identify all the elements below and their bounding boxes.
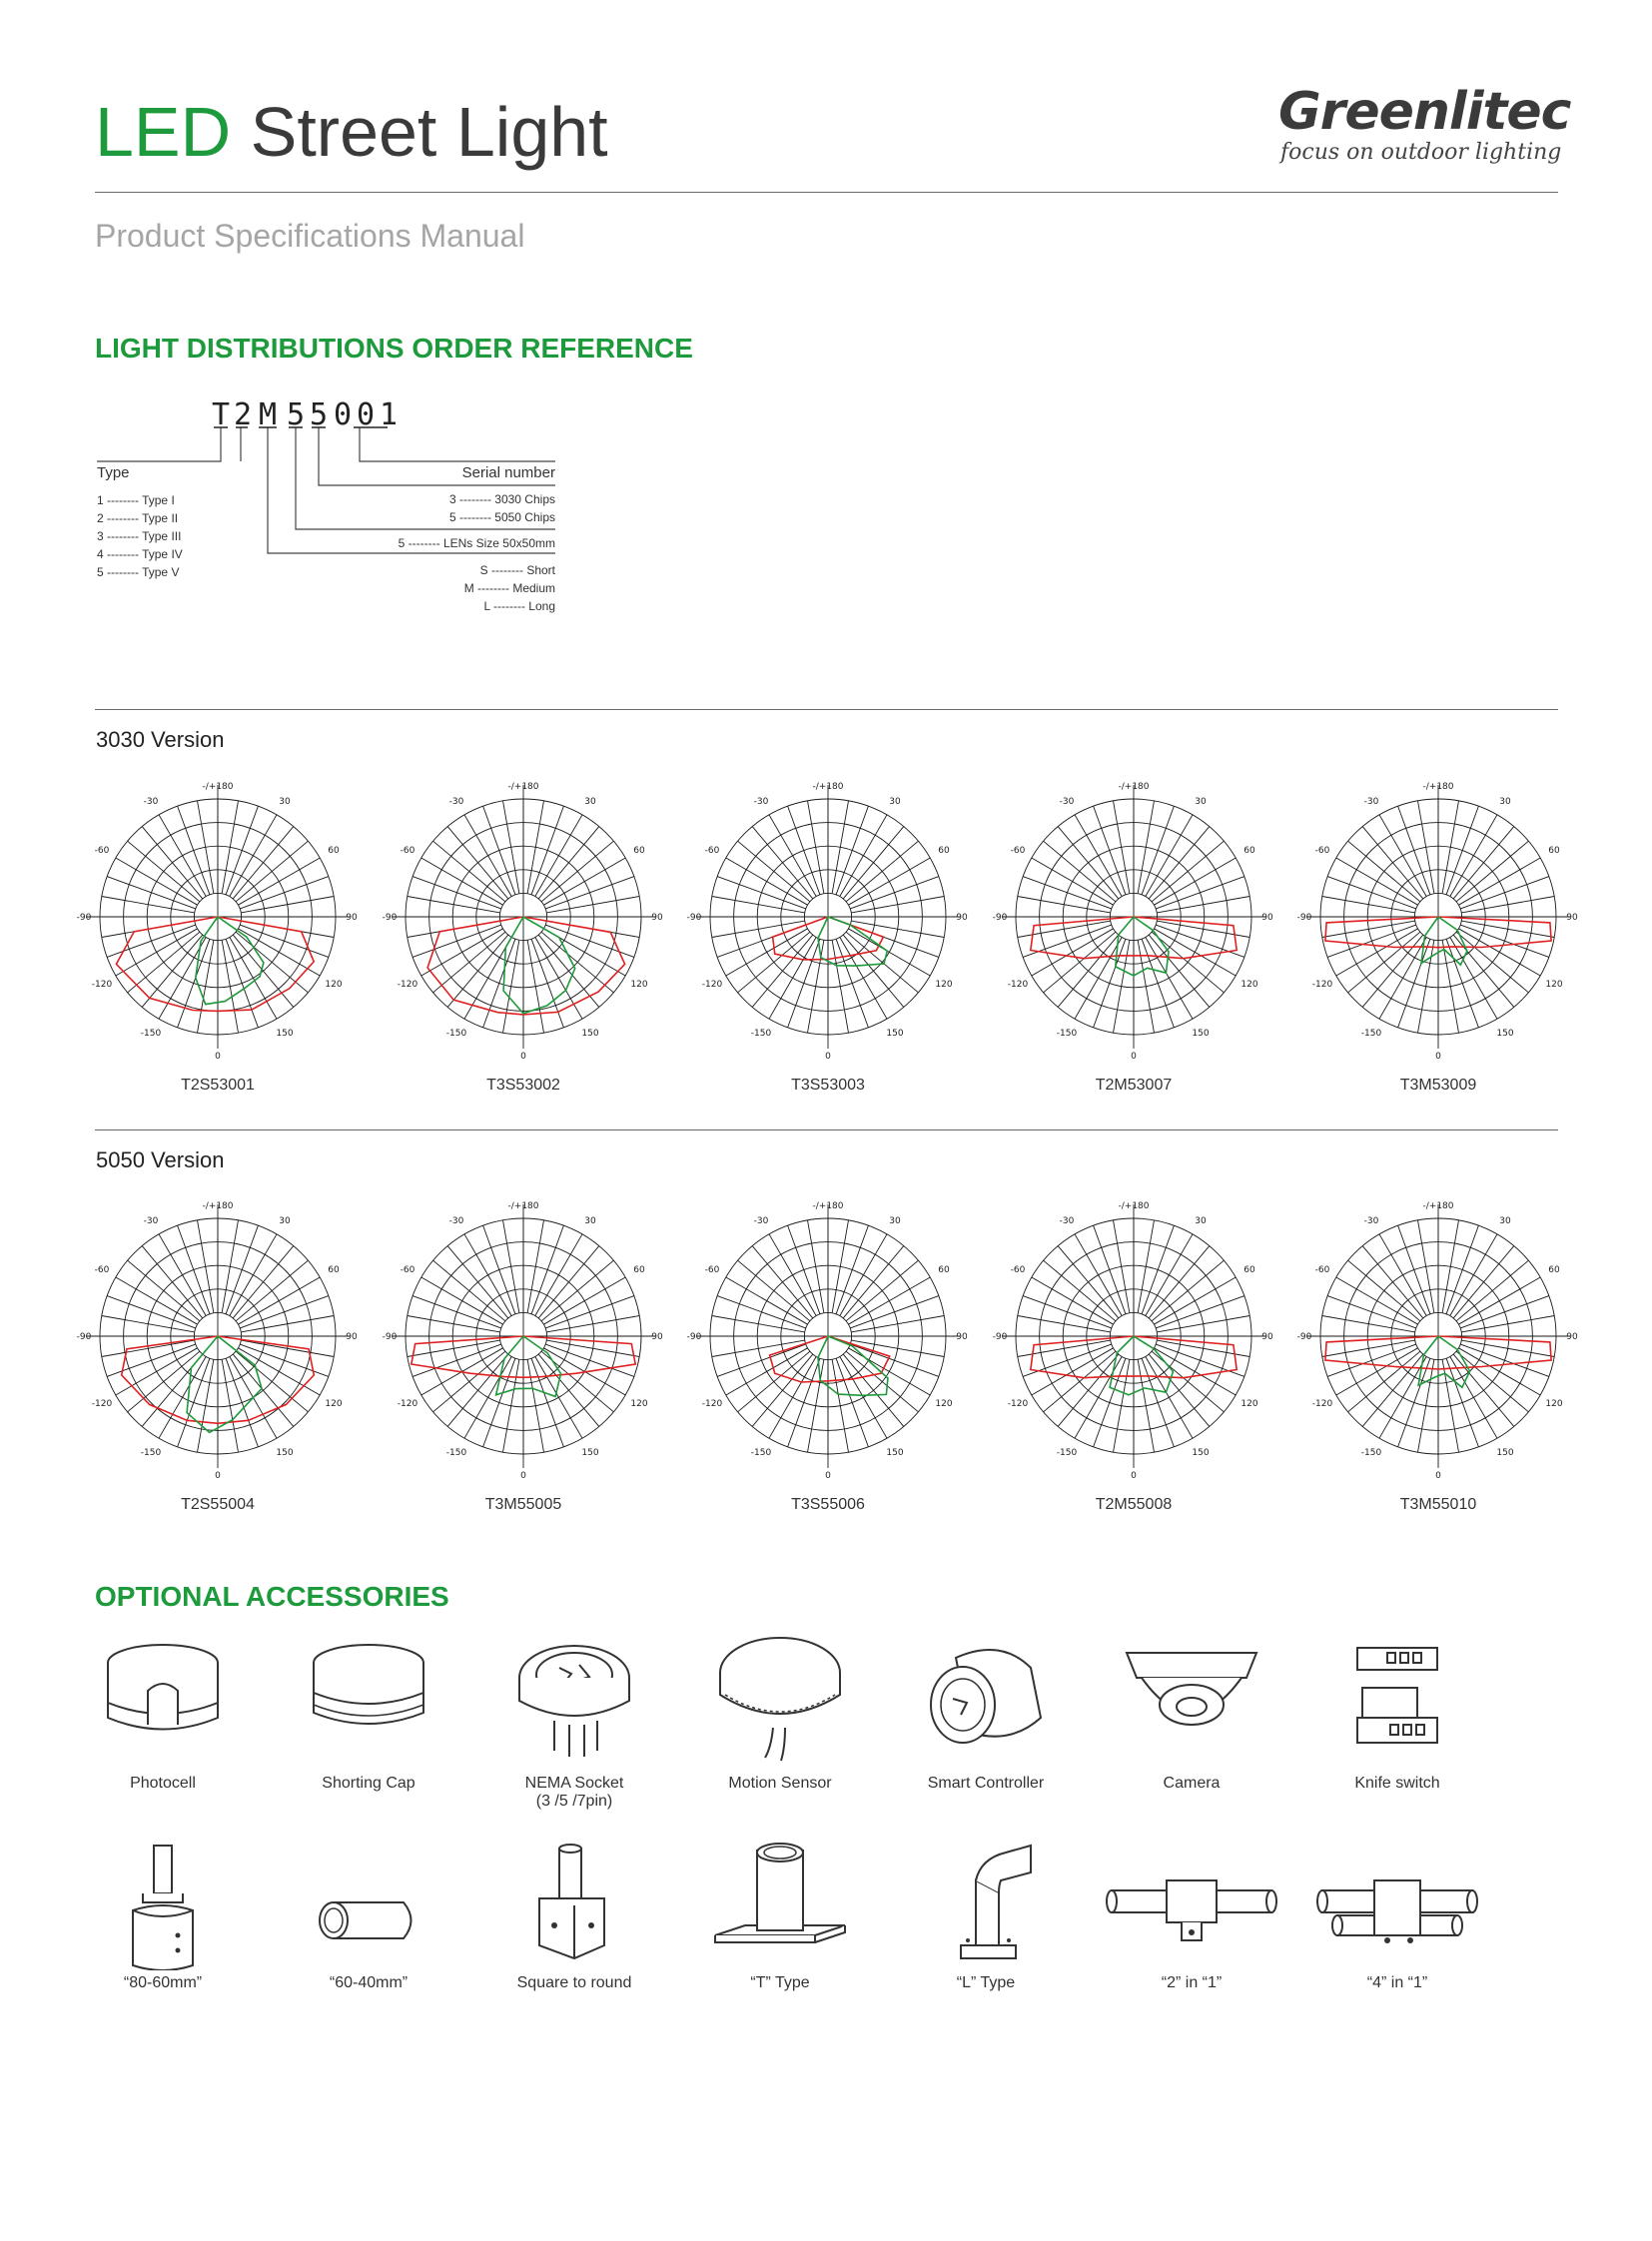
polar-axis-label: -/+180 (812, 782, 844, 792)
polar-axis-label: 120 (935, 1399, 953, 1409)
lens-size-item: 5 -------- LENs Size 50x50mm (398, 536, 555, 550)
polar-axis-label: 90 (346, 913, 358, 923)
shorting-cap-icon (274, 1633, 463, 1763)
polar-axis-label: 150 (1496, 1448, 1514, 1458)
chip-list (360, 490, 555, 526)
polar-axis-label: 30 (889, 797, 901, 807)
two-in-one-bracket-icon (1097, 1841, 1286, 1970)
polar-axis-label: 60 (1548, 1265, 1560, 1275)
accessory-item (1097, 1633, 1286, 1793)
order-code-char: 5 (286, 397, 306, 432)
polar-axis-label: -150 (445, 1029, 467, 1039)
type-list (97, 491, 183, 581)
accessory-label: “2” in “1” (1161, 1974, 1223, 1991)
polar-axis-label: 150 (1192, 1029, 1210, 1039)
polar-diagram-label: T3M55010 (1399, 1496, 1477, 1513)
polar-axis-label: -90 (76, 913, 92, 923)
polar-axis-label: 120 (1240, 1399, 1258, 1409)
polar-axis-label: -150 (140, 1029, 162, 1039)
order-code-char: T (211, 397, 231, 432)
polar-axis-label: 150 (886, 1448, 904, 1458)
polar-axis-label: -90 (1296, 1332, 1312, 1342)
polar-axis-label: -/+180 (202, 782, 234, 792)
polar-axis-label: 150 (581, 1029, 599, 1039)
polar-axis-label: -60 (1010, 1265, 1026, 1275)
accessory-label-detail: (3 /5 /7pin) (535, 1793, 613, 1810)
polar-axis-label: -90 (992, 913, 1008, 923)
polar-axis-label: 30 (279, 797, 291, 807)
four-in-one-bracket-icon (1302, 1841, 1492, 1970)
polar-axis-label: -/+180 (507, 1201, 539, 1211)
polar-axis-label: -60 (94, 846, 110, 856)
polar-axis-label: 0 (1435, 1052, 1441, 1062)
list-item: S -------- Short (479, 563, 555, 577)
polar-axis-label: -30 (143, 797, 159, 807)
polar-axis-label: -30 (1363, 1216, 1379, 1226)
order-code-char: 0 (333, 397, 353, 432)
polar-axis-label: 90 (1566, 913, 1578, 923)
order-code-char: M (258, 397, 278, 432)
polar-axis-label: -120 (1007, 1399, 1029, 1409)
polar-axis-label: -30 (1059, 1216, 1075, 1226)
t-type-bracket-icon (685, 1841, 875, 1970)
accessory-item (891, 1633, 1081, 1793)
red-distribution-curve (427, 917, 624, 1015)
polar-diagram (1288, 767, 1588, 1067)
polar-axis-label: -/+180 (507, 782, 539, 792)
polar-axis-label: 30 (889, 1216, 901, 1226)
logo-word: Greenlitec (1278, 82, 1571, 142)
polar-diagram-label: T3S55006 (791, 1496, 865, 1513)
polar-axis-label: 0 (215, 1471, 221, 1481)
polar-axis-label: 90 (1261, 913, 1273, 923)
accessory-label: “4” in “1” (1366, 1974, 1428, 1991)
polar-axis-label: -90 (76, 1332, 92, 1342)
order-code-char: 2 (233, 397, 253, 432)
polar-axis-label: 90 (651, 913, 663, 923)
polar-diagram-label: T2S55004 (181, 1496, 255, 1513)
accessory-item (479, 1841, 669, 1992)
polar-axis-label: -90 (686, 913, 702, 923)
polar-axis-label: 60 (938, 846, 950, 856)
polar-axis-label: -/+180 (202, 1201, 234, 1211)
list-item: M -------- Medium (463, 581, 555, 595)
accessory-label: Shorting Cap (322, 1775, 415, 1792)
polar-axis-label: -150 (1360, 1448, 1382, 1458)
polar-axis-label: -150 (140, 1448, 162, 1458)
polar-axis-label: -30 (1363, 797, 1379, 807)
list-item: 2 -------- Type II (97, 511, 179, 525)
list-item: 5 -------- Type V (97, 565, 180, 579)
polar-axis-label: 60 (938, 1265, 950, 1275)
polar-axis-label: 150 (886, 1029, 904, 1039)
polar-diagram (68, 767, 368, 1067)
accessory-item (479, 1633, 669, 1811)
accessory-item (1302, 1841, 1492, 1992)
polar-axis-label: 30 (1499, 1216, 1511, 1226)
polar-diagram-label: T2M53007 (1095, 1077, 1173, 1094)
accessory-label: Knife switch (1354, 1775, 1440, 1792)
polar-diagram (984, 1186, 1283, 1486)
polar-axis-label: 120 (630, 1399, 648, 1409)
accessory-item (891, 1841, 1081, 1992)
accessory-item (685, 1633, 875, 1793)
serial-header: Serial number (461, 464, 555, 481)
polar-axis-label: -30 (448, 797, 464, 807)
polar-axis-label: 0 (825, 1052, 831, 1062)
polar-axis-label: 0 (825, 1471, 831, 1481)
polar-axis-label: -120 (701, 980, 723, 990)
order-reference-lines (0, 0, 1652, 639)
polar-diagram-label: T2S53001 (181, 1077, 255, 1094)
l-type-bracket-icon (891, 1841, 1081, 1970)
accessory-item (274, 1633, 463, 1793)
polar-axis-label: -/+180 (1118, 1201, 1150, 1211)
polar-axis-label: 30 (584, 797, 596, 807)
polar-axis-label: -150 (1056, 1448, 1078, 1458)
nema-socket-icon (479, 1633, 669, 1763)
knife-switch-icon (1302, 1633, 1492, 1763)
list-item: 3 -------- Type III (97, 529, 182, 543)
polar-diagram-label: T3S53002 (486, 1077, 560, 1094)
polar-axis-label: 120 (630, 980, 648, 990)
accessory-item (1097, 1841, 1286, 1992)
accessory-label: “80-60mm” (123, 1974, 203, 1991)
square-to-round-icon (479, 1841, 669, 1970)
polar-axis-label: -120 (91, 980, 113, 990)
section-divider (95, 1129, 1558, 1130)
polar-axis-label: 120 (935, 980, 953, 990)
polar-axis-label: -/+180 (1422, 782, 1454, 792)
polar-axis-label: 120 (325, 980, 343, 990)
polar-axis-label: -30 (448, 1216, 464, 1226)
polar-axis-label: 150 (1496, 1029, 1514, 1039)
list-item: 5 -------- 5050 Chips (448, 510, 555, 524)
green-distribution-curve (1110, 1336, 1173, 1395)
polar-diagram (1288, 1186, 1588, 1486)
polar-diagram (374, 1186, 673, 1486)
accessory-label: NEMA Socket (524, 1775, 624, 1792)
polar-axis-label: -60 (704, 1265, 720, 1275)
polar-axis-label: -/+180 (812, 1201, 844, 1211)
list-item: L -------- Long (483, 599, 555, 613)
polar-axis-label: 150 (276, 1448, 294, 1458)
smart-controller-icon (891, 1633, 1081, 1763)
polar-axis-label: 30 (1499, 797, 1511, 807)
polar-axis-label: -90 (382, 913, 398, 923)
list-item: 4 -------- Type IV (97, 547, 183, 561)
order-code-char: 0 (356, 397, 376, 432)
polar-axis-label: 90 (956, 913, 968, 923)
polar-axis-label: -30 (143, 1216, 159, 1226)
accessory-label: “L” Type (956, 1974, 1016, 1991)
accessory-label: Smart Controller (927, 1775, 1045, 1792)
polar-diagram-label: T2M55008 (1095, 1496, 1173, 1513)
polar-axis-label: 0 (1435, 1471, 1441, 1481)
polar-axis-label: -90 (382, 1332, 398, 1342)
polar-axis-label: -/+180 (1118, 782, 1150, 792)
polar-axis-label: -150 (750, 1029, 772, 1039)
polar-axis-label: 0 (520, 1471, 526, 1481)
accessory-label: “60-40mm” (329, 1974, 409, 1991)
polar-axis-label: -120 (1311, 980, 1333, 990)
logo-tagline: focus on outdoor lighting (1280, 140, 1562, 165)
polar-diagram (678, 767, 978, 1067)
accessory-item (68, 1633, 258, 1793)
camera-icon (1097, 1633, 1286, 1763)
polar-axis-label: -150 (1056, 1029, 1078, 1039)
polar-axis-label: -120 (91, 1399, 113, 1409)
polar-axis-label: 60 (633, 846, 645, 856)
accessory-label: Motion Sensor (728, 1775, 832, 1792)
polar-axis-label: 120 (1545, 1399, 1563, 1409)
polar-diagram (374, 767, 673, 1067)
order-code-char: 5 (309, 397, 329, 432)
polar-axis-label: -60 (1314, 846, 1330, 856)
polar-diagram-label: T3M53009 (1399, 1077, 1477, 1094)
accessory-item (68, 1841, 258, 1992)
polar-axis-label: -30 (753, 1216, 769, 1226)
polar-axis-label: 120 (325, 1399, 343, 1409)
polar-axis-label: 0 (1131, 1052, 1137, 1062)
polar-axis-label: -120 (397, 980, 418, 990)
polar-axis-label: 150 (1192, 1448, 1210, 1458)
polar-axis-label: -120 (1007, 980, 1029, 990)
polar-axis-label: 60 (328, 1265, 340, 1275)
accessory-label: “T” Type (750, 1974, 810, 1991)
polar-axis-label: -60 (1010, 846, 1026, 856)
accessory-label: Square to round (516, 1974, 632, 1991)
polar-axis-label: -60 (704, 846, 720, 856)
green-distribution-curve (1418, 1336, 1470, 1387)
type-header: Type (97, 464, 130, 481)
section-divider (95, 709, 1558, 710)
polar-axis-label: 30 (1195, 1216, 1207, 1226)
polar-axis-label: -120 (701, 1399, 723, 1409)
polar-axis-label: 0 (1131, 1471, 1137, 1481)
accessory-item (274, 1841, 463, 1992)
polar-axis-label: -60 (400, 846, 415, 856)
list-item: 3 -------- 3030 Chips (448, 492, 555, 506)
order-reference-heading: LIGHT DISTRIBUTIONS ORDER REFERENCE (95, 333, 693, 364)
polar-axis-label: 60 (1243, 1265, 1255, 1275)
title-accent: LED (95, 93, 232, 171)
polar-axis-label: 120 (1545, 980, 1563, 990)
polar-axis-label: 90 (346, 1332, 358, 1342)
accessory-label: Photocell (130, 1775, 196, 1792)
polar-axis-label: -60 (94, 1265, 110, 1275)
polar-axis-label: -150 (1360, 1029, 1382, 1039)
title-rest: Street Light (250, 93, 608, 171)
polar-axis-label: -150 (445, 1448, 467, 1458)
polar-diagram (984, 767, 1283, 1067)
polar-axis-label: -120 (397, 1399, 418, 1409)
polar-axis-label: -120 (1311, 1399, 1333, 1409)
polar-axis-label: -60 (400, 1265, 415, 1275)
polar-axis-label: 30 (1195, 797, 1207, 807)
accessories-heading: OPTIONAL ACCESSORIES (95, 1581, 449, 1612)
polar-axis-label: 0 (520, 1052, 526, 1062)
polar-axis-label: 0 (215, 1052, 221, 1062)
version-title: 5050 Version (96, 1147, 225, 1172)
polar-axis-label: 60 (633, 1265, 645, 1275)
photocell-icon (68, 1633, 258, 1763)
green-distribution-curve (187, 1336, 262, 1432)
accessory-item (685, 1841, 875, 1992)
polar-axis-label: -150 (750, 1448, 772, 1458)
polar-axis-label: 150 (276, 1029, 294, 1039)
polar-diagram (678, 1186, 978, 1486)
accessory-label: Camera (1163, 1775, 1221, 1792)
polar-diagram (68, 1186, 368, 1486)
polar-axis-label: 90 (1261, 1332, 1273, 1342)
polar-axis-label: 60 (1243, 846, 1255, 856)
polar-axis-label: -30 (1059, 797, 1075, 807)
green-distribution-curve (1421, 917, 1467, 965)
polar-diagram-label: T3S53003 (791, 1077, 865, 1094)
motion-sensor-icon (685, 1633, 875, 1763)
polar-axis-label: -30 (753, 797, 769, 807)
polar-axis-label: 60 (328, 846, 340, 856)
list-item: 1 -------- Type I (97, 493, 175, 507)
polar-axis-label: -60 (1314, 1265, 1330, 1275)
polar-axis-label: -90 (1296, 913, 1312, 923)
adapter-60-40-icon (274, 1841, 463, 1970)
polar-axis-label: 30 (279, 1216, 291, 1226)
length-list (360, 561, 555, 615)
order-code-char: 1 (379, 397, 399, 432)
adapter-80-60-icon (68, 1841, 258, 1970)
polar-axis-label: 30 (584, 1216, 596, 1226)
polar-axis-label: 90 (651, 1332, 663, 1342)
polar-axis-label: -90 (686, 1332, 702, 1342)
polar-axis-label: 120 (1240, 980, 1258, 990)
polar-axis-label: -90 (992, 1332, 1008, 1342)
polar-axis-label: 60 (1548, 846, 1560, 856)
page-subtitle: Product Specifications Manual (95, 218, 525, 254)
polar-axis-label: 90 (1566, 1332, 1578, 1342)
version-title: 3030 Version (96, 727, 225, 752)
polar-axis-label: -/+180 (1422, 1201, 1454, 1211)
polar-axis-label: 150 (581, 1448, 599, 1458)
accessory-item (1302, 1633, 1492, 1793)
polar-diagram-label: T3M55005 (484, 1496, 562, 1513)
polar-axis-label: 90 (956, 1332, 968, 1342)
